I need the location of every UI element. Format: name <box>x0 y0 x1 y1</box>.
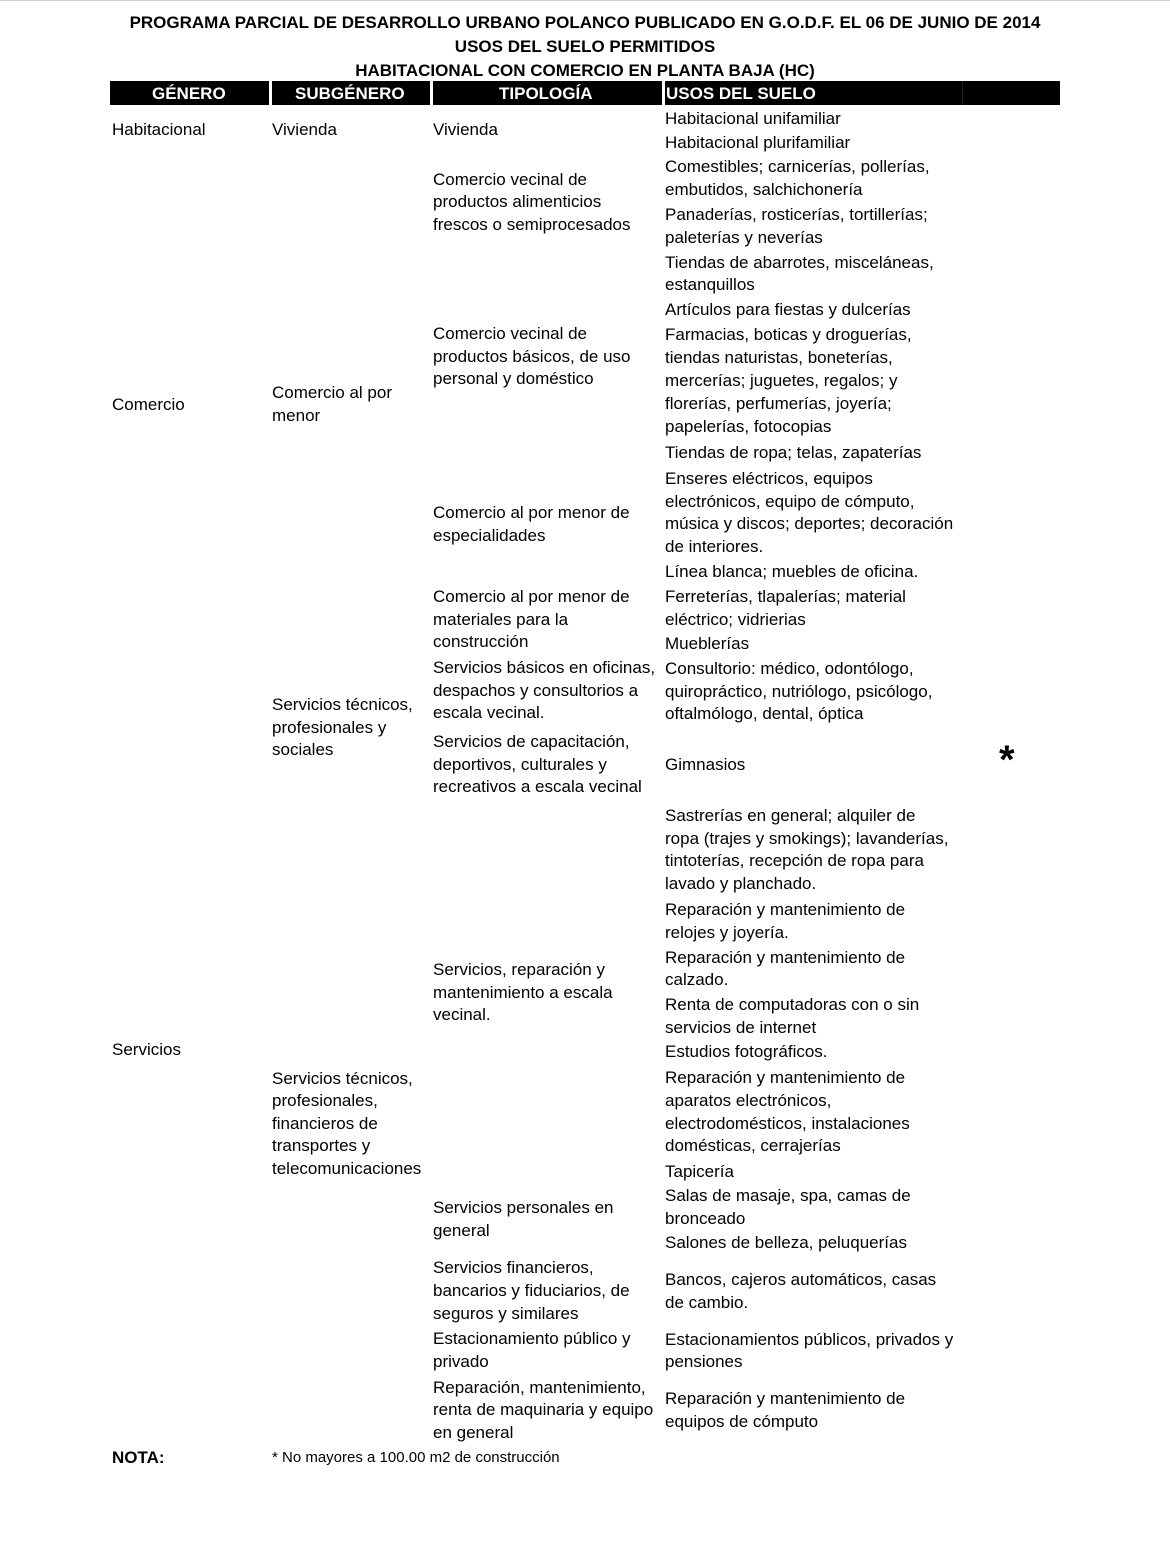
uso-cell: Tapicería <box>665 1162 734 1181</box>
subgenero-cell: financieros de <box>272 1114 378 1133</box>
uso-cell: Salas de masaje, spa, camas de <box>665 1186 911 1205</box>
uso-cell: aparatos electrónicos, <box>665 1091 832 1110</box>
uso-cell: Habitacional unifamiliar <box>665 109 841 128</box>
col-header-subgenero: SUBGÉNERO <box>295 84 405 103</box>
uso-cell: Artículos para fiestas y dulcerías <box>665 300 911 319</box>
header-divider <box>662 81 665 105</box>
uso-cell: mercerías; juguetes, regalos; y <box>665 371 898 390</box>
tipologia-cell: Servicios personales en <box>433 1198 614 1217</box>
tipologia-cell: escala vecinal. <box>433 703 545 722</box>
uso-cell: Farmacias, boticas y droguerías, <box>665 325 912 344</box>
col-header-genero: GÉNERO <box>152 84 226 103</box>
subgenero-cell: Servicios técnicos, <box>272 695 413 714</box>
uso-cell: domésticas, cerrajerías <box>665 1136 841 1155</box>
tipologia-cell: bancarios y fiduciarios, de <box>433 1281 630 1300</box>
tipologia-cell: Servicios de capacitación, <box>433 732 630 751</box>
nota-label: NOTA: <box>112 1448 165 1467</box>
uso-cell: embutidos, salchichonería <box>665 180 863 199</box>
tipologia-cell: personal y doméstico <box>433 369 594 388</box>
tipologia-cell: materiales para la <box>433 610 569 629</box>
tipologia-cell: vecinal. <box>433 1005 491 1024</box>
uso-cell: Reparación y mantenimiento de <box>665 1068 906 1087</box>
tipologia-cell: Servicios financieros, <box>433 1258 594 1277</box>
uso-cell: Tiendas de ropa; telas, zapaterías <box>665 443 922 462</box>
subgenero-cell: transportes y <box>272 1136 371 1155</box>
uso-cell: electrónicos, equipo de cómputo, <box>665 492 915 511</box>
uso-cell: Mueblerías <box>665 634 750 653</box>
uso-cell: equipos de cómputo <box>665 1412 819 1431</box>
header-divider <box>962 81 963 105</box>
uso-cell: calzado. <box>665 970 729 989</box>
uso-cell: tintoterías, recepción de ropa para <box>665 851 924 870</box>
uso-cell: Sastrerías en general; alquiler de <box>665 806 916 825</box>
uso-cell: Tiendas de abarrotes, misceláneas, <box>665 253 934 272</box>
tipologia-cell: Comercio vecinal de <box>433 170 588 189</box>
subgenero-cell: Servicios técnicos, <box>272 1069 413 1088</box>
uso-cell: ropa (trajes y smokings); lavanderías, <box>665 829 949 848</box>
tipologia-cell: Servicios, reparación y <box>433 960 605 979</box>
header-divider <box>269 81 272 105</box>
uso-cell: Enseres eléctricos, equipos <box>665 469 873 488</box>
col-header-usos: USOS DEL SUELO <box>666 84 816 103</box>
uso-cell: Consultorio: médico, odontólogo, <box>665 659 914 678</box>
document-subtitle: USOS DEL SUELO PERMITIDOS <box>454 37 716 56</box>
uso-cell: eléctrico; vidrierias <box>665 610 806 629</box>
tipologia-cell: Estacionamiento público y <box>433 1329 631 1348</box>
uso-cell: relojes y joyería. <box>665 923 789 942</box>
table-header <box>110 81 1060 105</box>
subgenero-cell: menor <box>272 406 321 425</box>
tipologia-cell: recreativos a escala vecinal <box>433 777 642 796</box>
uso-cell: Comestibles; carnicerías, pollerías, <box>665 157 930 176</box>
uso-cell: tiendas naturistas, boneterías, <box>665 348 893 367</box>
uso-cell: Estacionamientos públicos, privados y <box>665 1330 954 1349</box>
uso-cell: Línea blanca; muebles de oficina. <box>665 562 919 581</box>
tipologia-cell: Vivienda <box>433 120 498 139</box>
uso-cell: Gimnasios <box>665 755 746 774</box>
tipologia-cell: Comercio vecinal de <box>433 324 588 343</box>
tipologia-cell: Servicios básicos en oficinas, <box>433 658 656 677</box>
uso-cell: servicios de internet <box>665 1018 817 1037</box>
tipologia-cell: general <box>433 1221 490 1240</box>
tipologia-cell: especialidades <box>433 526 546 545</box>
subgenero-cell: Comercio al por <box>272 383 392 402</box>
uso-cell: papelerías, fotocopias <box>665 417 832 436</box>
subgenero-cell: profesionales, <box>272 1091 378 1110</box>
document-title: PROGRAMA PARCIAL DE DESARROLLO URBANO POLANCO PUBLICADO EN G.O.D.F. EL 06 DE JUNIO DE 2014 <box>129 13 1041 32</box>
genero-cell: Comercio <box>112 395 185 414</box>
subgenero-cell: sociales <box>272 740 334 759</box>
tipologia-cell: productos básicos, de uso <box>433 347 631 366</box>
uso-cell: Reparación y mantenimiento de <box>665 948 906 967</box>
subgenero-cell: telecomunicaciones <box>272 1159 422 1178</box>
uso-cell: Renta de computadoras con o sin <box>665 995 920 1014</box>
tipologia-cell: en general <box>433 1423 514 1442</box>
uso-cell: de cambio. <box>665 1293 749 1312</box>
uso-cell: Panaderías, rosticerías, tortillerías; <box>665 205 928 224</box>
tipologia-cell: productos alimenticios <box>433 192 602 211</box>
uso-cell: florerías, perfumerías, joyería; <box>665 394 892 413</box>
uso-cell: música y discos; deportes; decoración <box>665 514 954 533</box>
uso-cell: Reparación y mantenimiento de <box>665 1389 906 1408</box>
uso-cell: Estudios fotográficos. <box>665 1042 828 1061</box>
genero-cell: Servicios <box>112 1040 181 1059</box>
tipologia-cell: renta de maquinaria y equipo <box>433 1400 654 1419</box>
uso-cell: oftalmólogo, dental, óptica <box>665 704 864 723</box>
zone-title: HABITACIONAL CON COMERCIO EN PLANTA BAJA (HC) <box>355 61 815 80</box>
uso-cell: de interiores. <box>665 537 764 556</box>
subgenero-cell: Vivienda <box>272 120 337 139</box>
uso-cell: estanquillos <box>665 275 755 294</box>
uso-cell: Bancos, cajeros automáticos, casas <box>665 1270 937 1289</box>
tipologia-cell: frescos o semiprocesados <box>433 215 631 234</box>
tipologia-cell: Comercio al por menor de <box>433 503 630 522</box>
header-divider <box>430 81 433 105</box>
uso-cell: Salones de belleza, peluquerías <box>665 1233 907 1252</box>
uso-cell: Habitacional plurifamiliar <box>665 133 851 152</box>
tipologia-cell: privado <box>433 1352 489 1371</box>
nota-text: * No mayores a 100.00 m2 de construcción <box>272 1449 560 1466</box>
tipologia-cell: Reparación, mantenimiento, <box>433 1378 646 1397</box>
col-header-tipologia: TIPOLOGÍA <box>499 84 593 103</box>
tipologia-cell: despachos y consultorios a <box>433 681 639 700</box>
uso-cell: quiropráctico, nutriólogo, psicólogo, <box>665 682 933 701</box>
tipologia-cell: Comercio al por menor de <box>433 587 630 606</box>
tipologia-cell: mantenimiento a escala <box>433 983 613 1002</box>
tipologia-cell: seguros y similares <box>433 1304 579 1323</box>
tipologia-cell: construcción <box>433 632 529 651</box>
uso-cell: lavado y planchado. <box>665 874 817 893</box>
asterisk-mark: * <box>999 738 1015 782</box>
uso-cell: Reparación y mantenimiento de <box>665 900 906 919</box>
uso-cell: paleterías y neverías <box>665 228 823 247</box>
uso-cell: electrodomésticos, instalaciones <box>665 1114 910 1133</box>
uso-cell: bronceado <box>665 1209 746 1228</box>
uso-cell: pensiones <box>665 1352 743 1371</box>
uso-cell: Ferreterías, tlapalerías; material <box>665 587 906 606</box>
genero-cell: Habitacional <box>112 120 206 139</box>
tipologia-cell: deportivos, culturales y <box>433 755 607 774</box>
subgenero-cell: profesionales y <box>272 718 387 737</box>
top-rule <box>0 0 1170 1</box>
